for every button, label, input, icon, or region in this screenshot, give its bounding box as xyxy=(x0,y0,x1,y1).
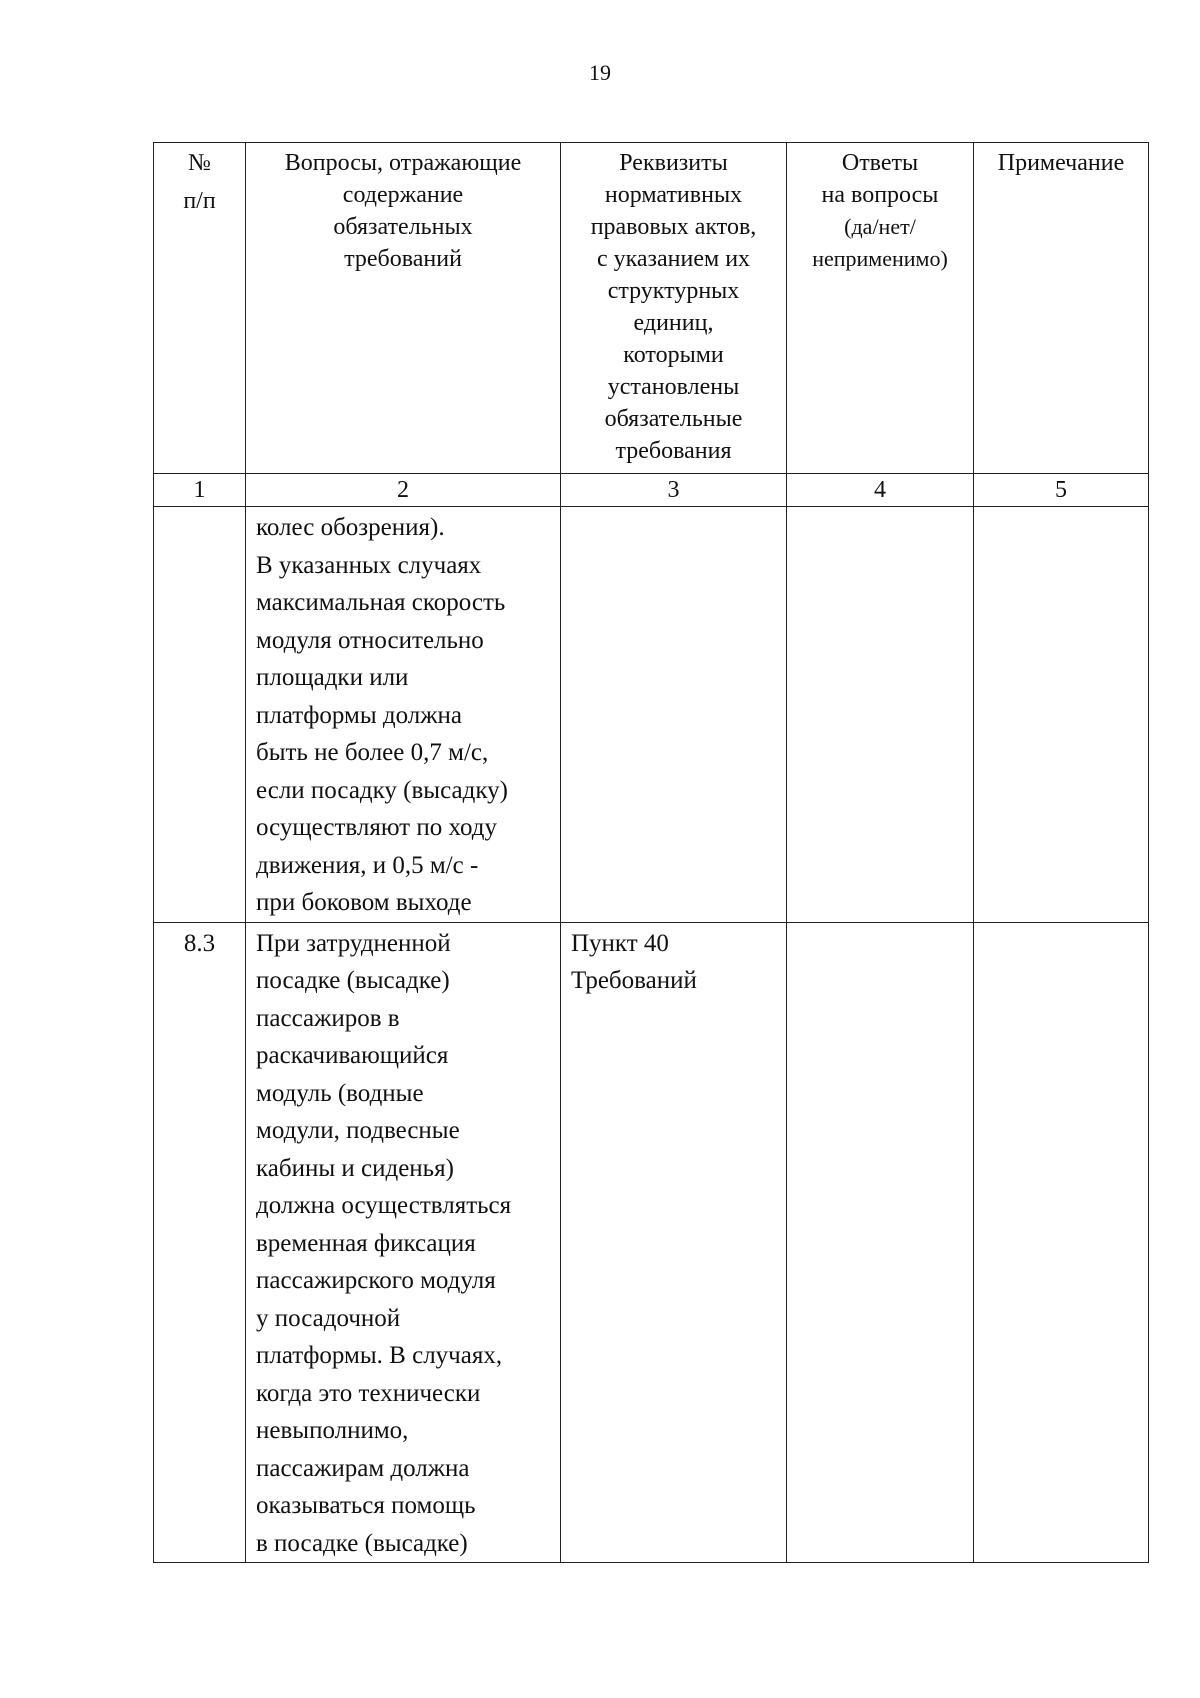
question-line: в посадке (высадке) xyxy=(256,1529,468,1557)
question-line: пассажиров в xyxy=(256,1004,400,1032)
note-cell xyxy=(974,922,1149,1563)
table-row xyxy=(154,922,1149,1563)
question-line: быть не более 0,7 м/с, xyxy=(256,739,489,766)
question-line: модули, подвесные xyxy=(256,1117,460,1144)
header-line: на вопросы xyxy=(821,182,939,208)
requirements-table xyxy=(153,142,1149,1563)
question-line: раскачивающийся xyxy=(256,1042,449,1069)
question-line: пассажирского модуля xyxy=(256,1267,496,1294)
note-cell xyxy=(974,507,1149,923)
header-row xyxy=(154,143,1149,474)
question-line: В указанных случаях xyxy=(256,551,482,579)
column-number: 1 xyxy=(154,474,246,507)
header-note xyxy=(974,143,1149,474)
header-questions xyxy=(246,143,561,474)
header-line: (да/нет/ xyxy=(844,214,916,239)
question-line: пассажирам должна xyxy=(256,1454,470,1482)
question-line: платформы. В случаях, xyxy=(256,1342,503,1369)
column-number: 2 xyxy=(246,474,561,507)
question-line: при боковом выходе xyxy=(256,889,472,916)
header-line: обязательных xyxy=(333,214,473,240)
header-line: требований xyxy=(344,246,462,272)
header-line: требования xyxy=(615,438,732,464)
requisites-cell xyxy=(561,507,787,923)
header-line: структурных xyxy=(607,278,740,304)
header-line: обязательные xyxy=(604,406,743,432)
question-line: модуль (водные xyxy=(256,1079,424,1107)
answer-cell xyxy=(787,507,974,923)
question-line: временная фиксация xyxy=(256,1229,476,1257)
header-line: Вопросы, отражающие xyxy=(284,150,522,176)
question-line: платформы должна xyxy=(256,701,463,729)
header-line: нормативных xyxy=(604,182,743,208)
header-line: с указанием их xyxy=(596,246,751,272)
header-line: которыми xyxy=(623,342,724,368)
header-answers xyxy=(787,143,974,474)
row-number: 8.3 xyxy=(154,922,246,1563)
header-line: установлены xyxy=(607,374,740,400)
header-number xyxy=(154,143,246,474)
header-line: содержание xyxy=(342,182,464,208)
header-line: единиц, xyxy=(633,310,714,336)
column-number-row xyxy=(154,474,1149,507)
requisite-line: Пункт 40 xyxy=(571,929,669,957)
question-line: должна осуществляться xyxy=(256,1192,512,1219)
question-line: площадки или xyxy=(256,664,409,691)
question-line: у посадочной xyxy=(256,1304,401,1332)
column-number: 5 xyxy=(974,474,1149,507)
header-line: Реквизиты xyxy=(619,150,728,176)
question-line: посадке (высадке) xyxy=(256,967,450,994)
header-requisites xyxy=(561,143,787,474)
question-line: движения, и 0,5 м/с - xyxy=(256,851,479,879)
table-row xyxy=(154,507,1149,923)
answer-cell xyxy=(787,922,974,1563)
question-cell xyxy=(246,922,561,1563)
question-line: оказываться помощь xyxy=(256,1492,476,1519)
requisite-line: Требований xyxy=(571,967,697,994)
header-line: неприменимо) xyxy=(812,246,948,271)
header-line: № xyxy=(188,150,211,176)
requisites-cell xyxy=(561,922,787,1563)
header-line: Ответы xyxy=(841,150,919,176)
column-number: 3 xyxy=(561,474,787,507)
question-cell xyxy=(246,507,561,923)
page-number: 19 xyxy=(589,60,611,85)
question-line: максимальная скорость xyxy=(256,589,506,616)
question-line: невыполнимо, xyxy=(256,1417,409,1444)
question-line: когда это технически xyxy=(256,1379,481,1407)
row-number xyxy=(154,507,246,923)
header-line: п/п xyxy=(183,188,216,214)
question-line: колес обозрения). xyxy=(256,514,445,541)
question-line: При затрудненной xyxy=(256,929,451,957)
question-line: если посадку (высадку) xyxy=(256,776,508,804)
question-line: кабины и сиденья) xyxy=(256,1154,454,1182)
question-line: осуществляют по ходу xyxy=(256,814,498,841)
header-line: правовых актов, xyxy=(590,214,757,240)
column-number: 4 xyxy=(787,474,974,507)
header-line: Примечание xyxy=(997,150,1125,176)
question-line: модуля относительно xyxy=(256,626,484,654)
